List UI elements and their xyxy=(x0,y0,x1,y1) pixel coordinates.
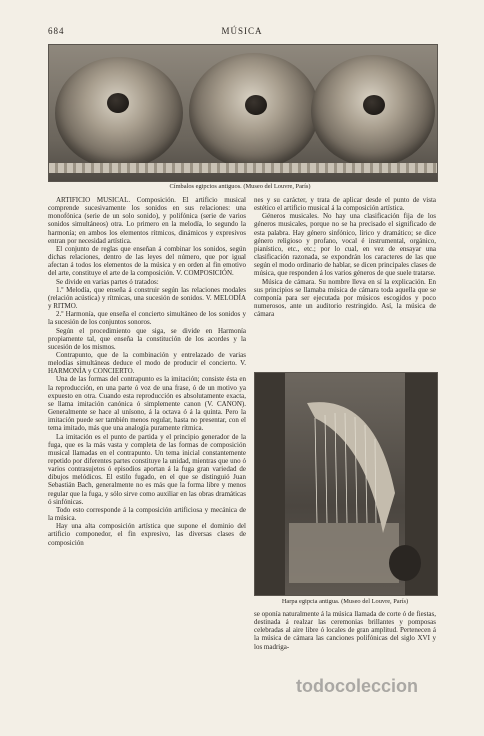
paragraph: Se divide en varias partes ó tratados: xyxy=(56,277,159,286)
paragraph: Música de cámara. Su nombre lleva en sí la explicación. En sus principios se llamaba música de cámara toda aquella que se componía para ser ejecutada por músicos escogidos y poco numerosos, ante un auditorio restringido. Así, la música de cámara xyxy=(254,277,436,319)
page-header xyxy=(48,26,436,38)
paragraph: se oponía naturalmente á la música llamada de corte ó de fiestas, destinada á realzar las ceremonias brillantes y pomposas celebradas al aire libre ó locales de gran amplitud. Pertenecen á la música de cámara las canciones polifónicas del siglo XVI y los madriga- xyxy=(254,610,436,651)
paragraph: Todo esto corresponde á la composición artificiosa y mecánica de la música. xyxy=(48,505,246,523)
harp-photograph xyxy=(254,372,438,596)
display-rack xyxy=(49,163,437,173)
paragraph: Hay una alta composición artística que supone el dominio del artificio componedor, el fin expresivo, las diversas clases de composición xyxy=(48,522,246,547)
paragraph: Contrapunto, que de la combinación y entrelazado de varias melodías simultáneas deduce el modo de producir el concierto. V. HARMONÍA y CONCIERTO. xyxy=(48,350,246,376)
paragraph: Una de las formas del contrapunto es la imitación; consiste ésta en la reproducción, en una parte ó voz de una frase, ó de un motivo ya expuesto en otra. Cuando esta reproducción es absolutamente exacta, se llama imitación canónica ó simplemente canon (V. CANON). Generalmente se hace al unísono, á la octava ó á la quinta. Pero la imitación puede ser también menos regular, hasta no presentar, con el tema imitado, más que una analogía puramente rítmica. xyxy=(48,375,246,433)
figure1-caption: Címbalos egipcios antiguos. (Museo del Louvre, París) xyxy=(169,183,311,190)
cymbals-photograph xyxy=(48,44,438,182)
cymbal-left xyxy=(55,57,183,169)
paragraph: Géneros musicales. No hay una clasificación fija de los géneros musicales, porque no se ha precisado el significado de esta palabra. Hay género sinfónico, lírico y dramático; se dice género religioso y profano, vocal é instrumental, orgánico, pianístico, etc., etc.; por lo cual, en vez de ensayar una clasificación razonada, se expondrán los caracteres de las que según el modo ordinario de hablar, se dicen principales clases de música, que responden á los varios géneros de que suele tratarse. xyxy=(254,212,436,278)
cymbal-middle-boss xyxy=(245,95,267,115)
paragraph: La imitación es el punto de partida y el principio generador de la fuga, que es la más vasta y completa de las formas de composición musical llamadas en el contrapunto. Un tema inicial constantemente repetido por diferentes partes constituye la unidad, mientras que uno ó varios contrasujetos ó episodios aportan á la fuga gran variedad de dibujos melódicos. El estilo fugado, en el que se distinguió Juan Sebastián Bach, generalmente no es más que la forma libre y menos regular que la fuga, y sólo sirve como auxiliar en las obras dramáticas ó sinfónicas. xyxy=(48,432,246,506)
right-text-column-bottom xyxy=(254,610,436,651)
cymbal-right-boss xyxy=(363,95,385,115)
watermark-logo: todocoleccion xyxy=(296,676,419,696)
paragraph: 2.º Harmonía, que enseña el concierto simultáneo de los sonidos y la sucesión de los conjuntos sonoros. xyxy=(48,310,246,327)
paragraph: nes y su carácter, y trata de aplicar desde el punto de vista estético el artificio musical á la composición artística. xyxy=(254,196,436,213)
right-text-column-top xyxy=(254,196,436,318)
left-text-column xyxy=(48,196,246,547)
running-title: MÚSICA xyxy=(221,26,263,36)
paragraph: ARTIFICIO MUSICAL. Composición. El artificio musical comprende sucesivamente los sonidos en sus relaciones: una monofónica (serie de un solo sonido), y polifónica (serie de varios sonidos simultáneos) otra. Lo primero en la melodía, lo segundo la harmonía; en ambos los elementos rítmicos, dinámicos y expresivos entran por necesidad artística. xyxy=(48,196,246,245)
cymbal-left-boss xyxy=(107,93,129,113)
paragraph: Según el procedimiento que siga, se divide en Harmonía propiamente tal, que enseña la constitución de los acordes y la sucesión de los mismos. xyxy=(48,326,246,351)
harp-drawing xyxy=(255,373,437,595)
paragraph: El conjunto de reglas que enseñan á combinar los sonidos, según dichas relaciones, dentro de las leyes del número, que por igual afectan á todos los elementos de la música y en orden al fin emotivo del arte, constituye el arte de la composición. V. COMPOSICIÓN. xyxy=(48,244,246,278)
page-number: 684 xyxy=(48,26,65,36)
paragraph: 1.º Melodía, que enseña á construir según las relaciones modales (relación acústica) y rítmicas, una sucesión de sonidos. V. MELODÍA y RITMO. xyxy=(48,285,246,311)
figure2-caption: Harpa egipcia antigua. (Museo del Louvre, París) xyxy=(281,598,409,605)
